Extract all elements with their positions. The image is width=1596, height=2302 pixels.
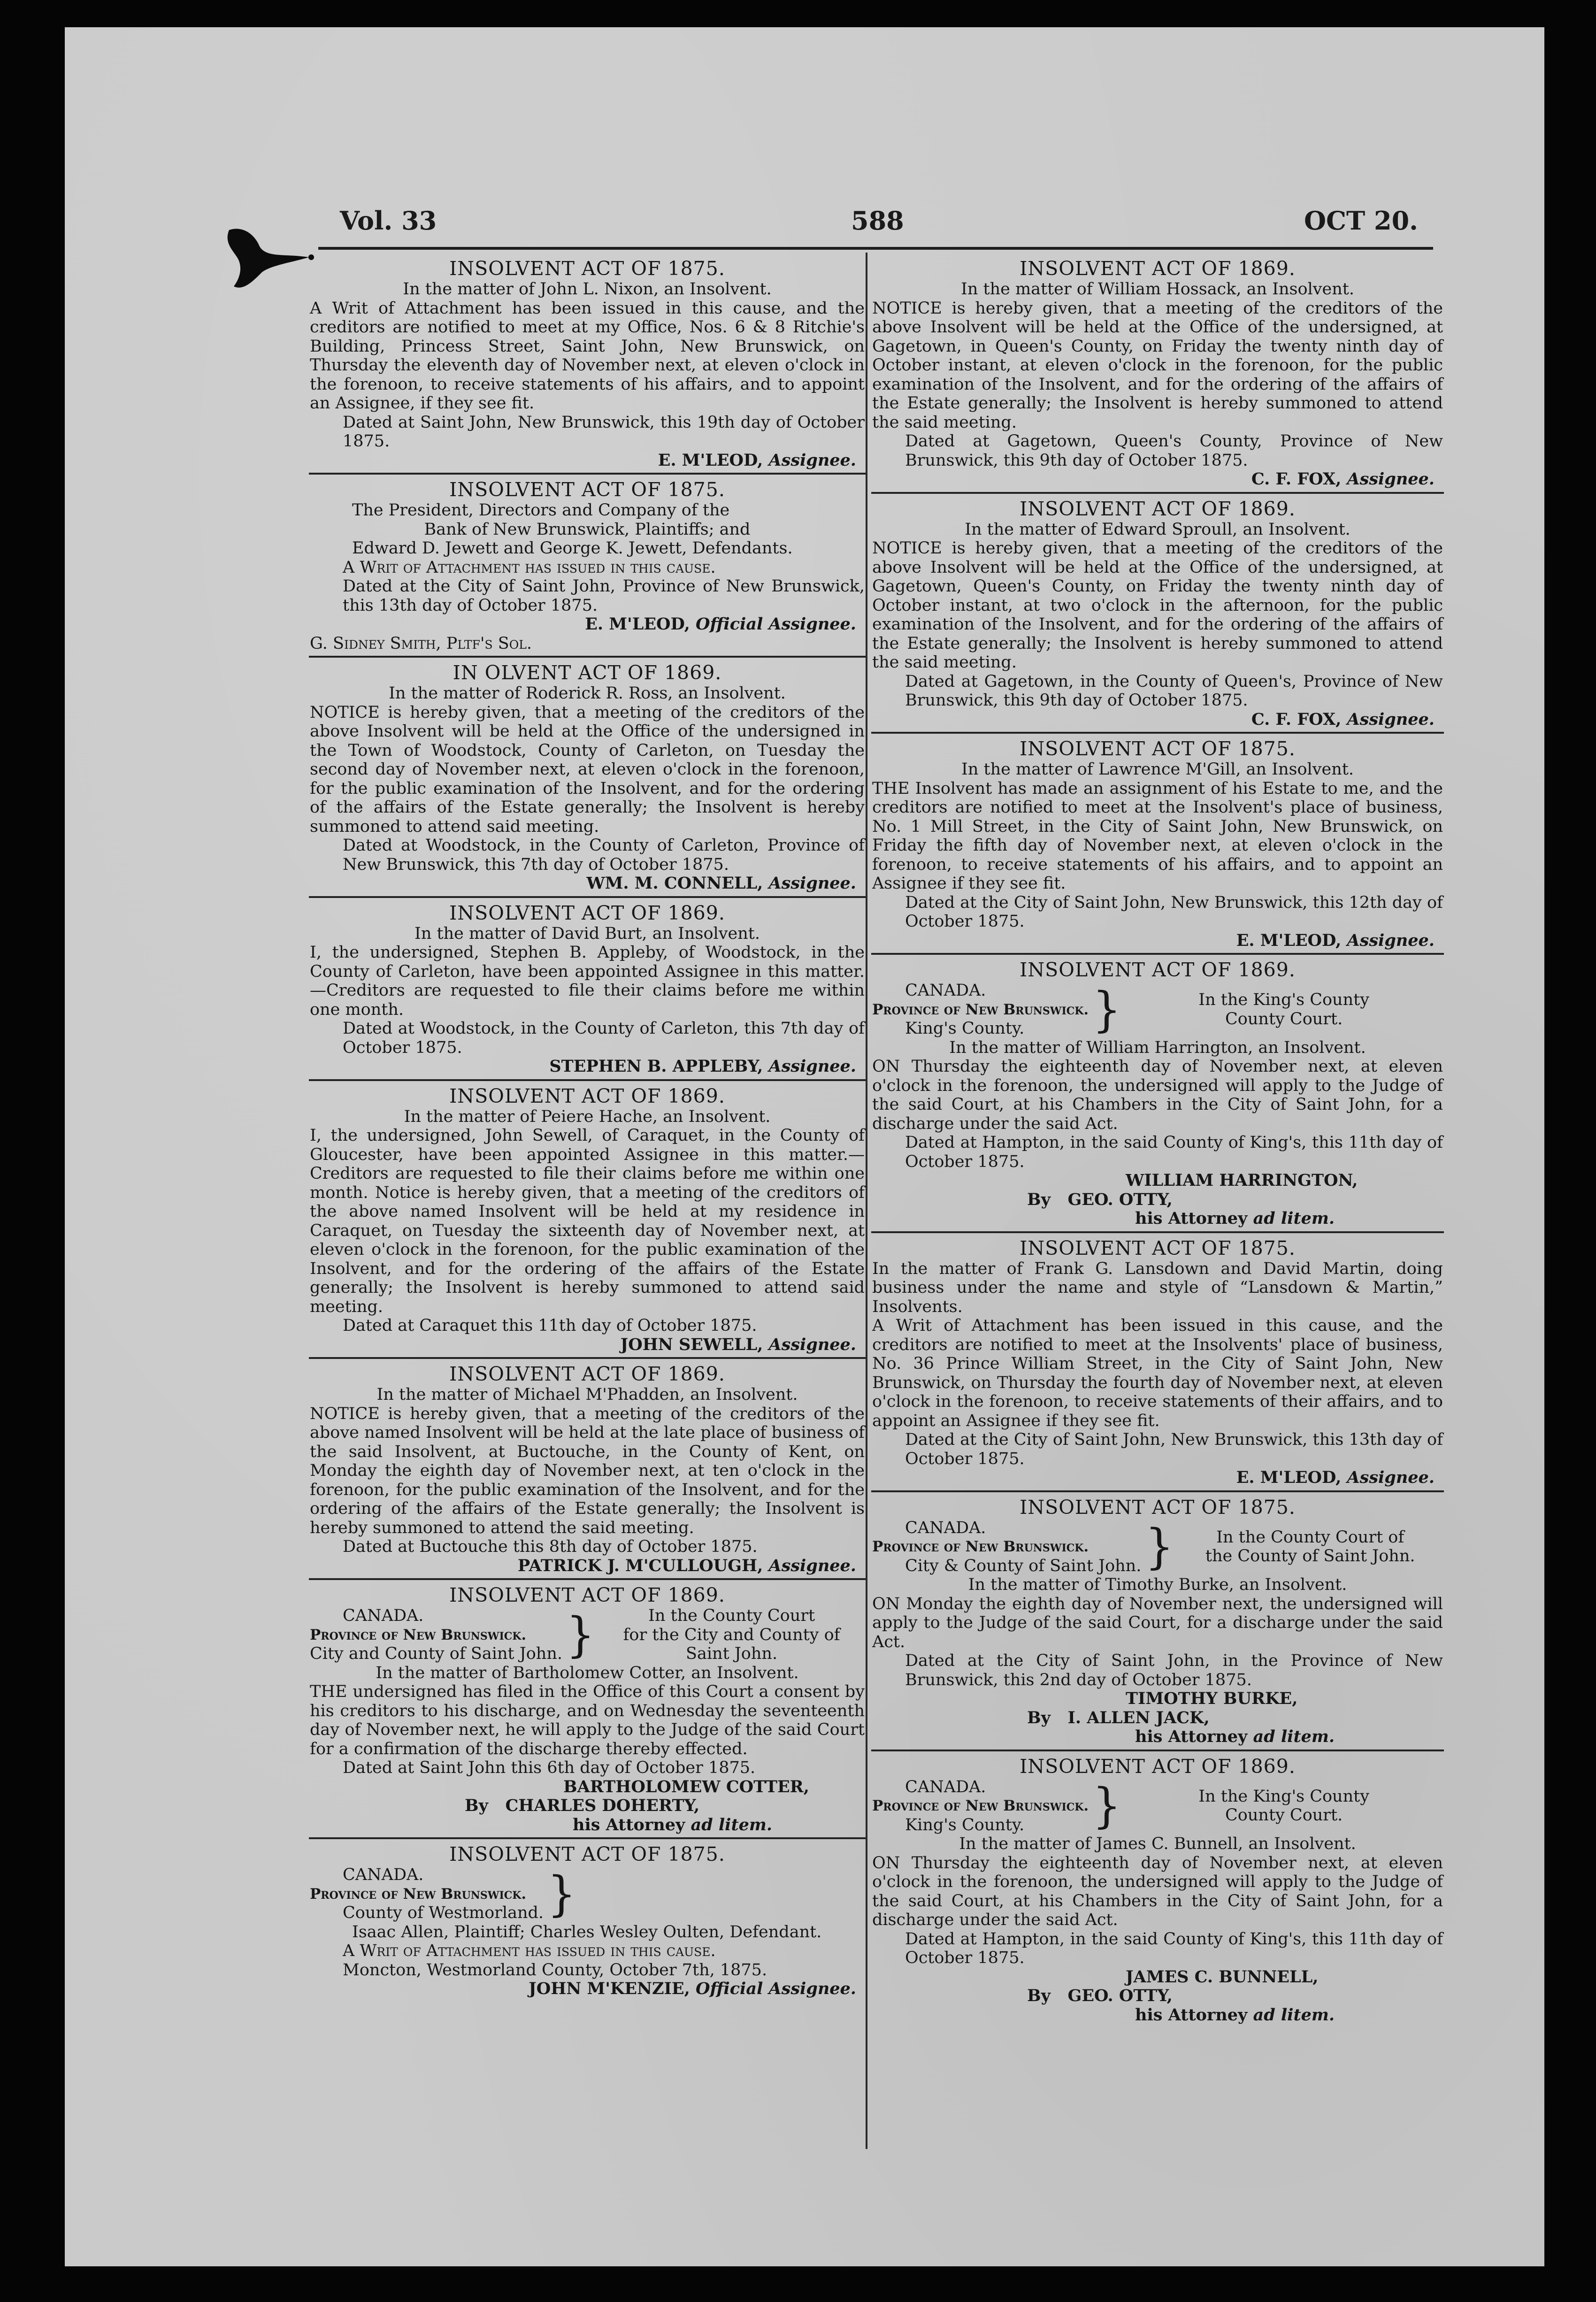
signature [310, 1057, 865, 1076]
parties-line: Isaac Allen, Plaintiff; Charles Wesley Oulten, Defendant. [352, 1922, 822, 1941]
court-caption [310, 1865, 865, 1923]
notice-dated: Dated at Saint John, New Brunswick, this 19th day of October 1875. [343, 413, 865, 451]
notice-mphadden [309, 1357, 866, 1578]
court-name [1125, 1787, 1443, 1825]
notice-body: A Writ of Attachment has been issued in this cause, and the creditors are notified to meet at my Office, Nos. 6 & 8 Ritchie's Building, Princess Street, Saint John, New Brunswick, on Thursday the eleventh day of November next, at eleven o'clock in the forenoon, to receive statements of his affairs, and to appoint an Assignee, if they see fit. [310, 299, 865, 413]
notice-bunnell [871, 1750, 1444, 2028]
signature-name: WILLIAM HARRINGTON, [1126, 1171, 1358, 1190]
brace-icon: } [1092, 982, 1121, 1037]
notice-dated: Dated at Woodstock, in the County of Carleton, this 7th day of October 1875. [343, 1019, 865, 1057]
court-line: In the County Court [648, 1606, 815, 1625]
attorney-name: GEO. OTTY, [1067, 1189, 1173, 1209]
signature-role: Assignee. [1347, 930, 1435, 950]
notice-hache [309, 1079, 866, 1358]
solicitor-line: G. Sidney Smith, Pltf's Sol. [310, 634, 532, 653]
signature-role: Assignee. [768, 874, 856, 893]
notice-body: I, the undersigned, Stephen B. Appleby, of Woodstock, in the County of Carleton, have been appointed Assignee in this matter.—Creditors are requested to file their claims before me within one month. [310, 943, 865, 1019]
parties-line: Bank of New Brunswick, Plaintiffs; and [424, 520, 751, 539]
attorney-role-italic: ad litem. [1253, 1727, 1335, 1746]
notice-burke [871, 1490, 1444, 1750]
signature [310, 1335, 865, 1355]
court-name [1177, 1528, 1443, 1566]
volume-label: Vol. 33 [340, 206, 437, 236]
notice-title: INSOLVENT ACT OF 1875. [1020, 737, 1296, 760]
signature [310, 615, 865, 634]
notice-title: INSOLVENT ACT OF 1869. [1020, 257, 1296, 280]
county-label: City & County of Saint John. [905, 1556, 1142, 1575]
by-label: By [1027, 1986, 1051, 2005]
notice-caption: In the matter of John L. Nixon, an Insolvent. [403, 280, 772, 299]
canada-label: CANADA. [905, 981, 986, 1000]
notice-title: INSOLVENT ACT OF 1869. [1020, 497, 1296, 520]
notice-body: THE undersigned has filed in the Office of this Court a consent by his creditors to his discharge, and on Wednesday the seventeenth day of November next, he will apply to the Judge of the said Court for a confirmation of the discharge thereby effected. [310, 1682, 865, 1758]
attorney-name: I. ALLEN JACK, [1067, 1708, 1210, 1727]
signature-name: C. F. FOX, [1251, 709, 1342, 729]
column-divider [866, 253, 867, 2149]
brace-icon: } [566, 1607, 595, 1663]
notice-body: ON Thursday the eighteenth day of November next, at eleven o'clock in the forenoon, the undersigned will apply to the Judge of the said Court, at his Chambers in the City of Saint John, for a discharge under the said Act. [872, 1057, 1443, 1133]
signature-name: E. M'LEOD, [1236, 1468, 1342, 1487]
attorney-role-text: his Attorney [1135, 2005, 1248, 2025]
signature-name: E. M'LEOD, [658, 450, 763, 470]
notice-body: I, the undersigned, John Sewell, of Caraquet, in the County of Gloucester, have been appointed Assignee in this matter.—Creditors are requested to file their claims before me within one month. Notice is hereby given, that a meeting of the creditors of the above named Insolvent will be held at my residence in Caraquet, on Tuesday the sixteenth day of November next, at eleven o'clock in the forenoon, for the public examination of the Insolvent, and for the ordering of the affairs of the Estate generally; the Insolvent is hereby summoned to attend said meeting. [310, 1126, 865, 1316]
notice-caption: In the matter of David Burt, an Insolvent. [414, 924, 760, 943]
court-name [1125, 990, 1443, 1028]
notice-dated: Dated at the City of Saint John, New Brunswick, this 13th day of October 1875. [905, 1430, 1443, 1468]
signature-name: JAMES C. BUNNELL, [1126, 1967, 1319, 1987]
attorney-line [872, 1987, 1443, 2006]
writ-line: A Writ of Attachment has issued in this cause. [343, 1941, 716, 1960]
signature-name: WM. M. CONNELL, [586, 874, 763, 893]
attorney-role-text: his Attorney [1135, 1209, 1248, 1228]
court-line: County Court. [1225, 1009, 1343, 1028]
county-label: King's County. [905, 1815, 1025, 1834]
province-label: Province of New Brunswick. [872, 1797, 1089, 1814]
court-line: In the King's County [1198, 1787, 1369, 1806]
court-line: Saint John. [686, 1644, 778, 1663]
attorney-role-italic: ad litem. [1253, 2005, 1335, 2025]
notice-caption: In the matter of Peiere Hache, an Insolvent. [404, 1107, 771, 1126]
notice-dated: Moncton, Westmorland County, October 7th, 1875. [343, 1960, 767, 1980]
right-column [871, 256, 1444, 2027]
by-label: By [1027, 1189, 1051, 1209]
province-label: Province of New Brunswick. [310, 1885, 527, 1903]
notice-dated: Dated at the City of Saint John, in the Province of New Brunswick, this 2nd day of October 1875. [905, 1651, 1443, 1689]
notice-body: A Writ of Attachment has been issued in this cause, and the creditors are notified to meet at the Insolvents' place of business, No. 36 Prince William Street, in the City of Saint John, New Brunswick, on Thursday the fourth day of November next, at eleven o'clock in the forenoon, to receive statements of their affairs, and to appoint an Assignee if they see fit. [872, 1316, 1443, 1430]
signature [872, 470, 1443, 489]
notice-caption: In the matter of James C. Bunnell, an Insolvent. [959, 1834, 1356, 1853]
canada-label: CANADA. [343, 1865, 424, 1884]
parties-line: The President, Directors and Company of the [352, 501, 730, 520]
notice-caption: In the matter of Lawrence M'Gill, an Insolvent. [961, 760, 1354, 779]
notice-title: INSOLVENT ACT OF 1875. [449, 478, 725, 501]
notice-title: INSOLVENT ACT OF 1875. [449, 1843, 725, 1865]
notice-burt [309, 896, 866, 1079]
brace-icon: } [547, 1866, 576, 1922]
by-label: By [1027, 1708, 1051, 1727]
notice-hossack [871, 256, 1444, 492]
issue-date: OCT 20. [1304, 206, 1418, 236]
notice-dated: Dated at Gagetown, in the County of Queen's, Province of New Brunswick, this 9th day of October 1875. [905, 672, 1443, 710]
canada-label: CANADA. [905, 1518, 986, 1537]
jurisdiction [872, 981, 1089, 1038]
signature-name: E. M'LEOD, [585, 614, 690, 634]
notice-title: INSOLVENT ACT OF 1869. [449, 1084, 725, 1107]
attorney-role [872, 1209, 1443, 1228]
notice-caption: In the matter of Frank G. Lansdown and David Martin, doing business under the name and style of “Lansdown & Martin,” Insolvents. [872, 1259, 1443, 1316]
attorney-role [872, 2006, 1443, 2025]
notice-dated: Dated at Hampton, in the said County of King's, this 11th day of October 1875. [905, 1133, 1443, 1171]
signature-role: Assignee. [768, 1335, 856, 1354]
notice-caption: In the matter of William Harrington, an Insolvent. [949, 1038, 1366, 1057]
notice-sproull [871, 492, 1444, 732]
jurisdiction [872, 1519, 1141, 1576]
court-caption [872, 981, 1443, 1038]
court-line: the County of Saint John. [1205, 1547, 1415, 1566]
notice-dated: Dated at the City of Saint John, New Brunswick, this 12th day of October 1875. [905, 893, 1443, 931]
brace-icon: } [1145, 1519, 1174, 1575]
notice-dated: Dated at Gagetown, Queen's County, Province of New Brunswick, this 9th day of October 1875. [905, 432, 1443, 470]
county-label: City and County of Saint John. [310, 1644, 563, 1663]
province-label: Province of New Brunswick. [310, 1626, 527, 1643]
province-label: Province of New Brunswick. [872, 1001, 1089, 1018]
notice-ross [309, 656, 866, 896]
notice-title: INSOLVENT ACT OF 1869. [1020, 1755, 1296, 1778]
province-label: Province of New Brunswick. [872, 1538, 1089, 1555]
signature-role: Assignee. [768, 450, 856, 470]
court-line: In the King's County [1198, 990, 1369, 1010]
gazette-page [65, 27, 1544, 2266]
notice-body: NOTICE is hereby given, that a meeting of the creditors of the above Insolvent will be held at the Office of the undersigned, at Gagetown, Queen's County, on Friday the twenty ninth day of October instant, at two o'clock in the afternoon, for the public examination of the Insolvent, and for the ordering of the affairs of the Estate generally; the Insolvent is hereby summoned to attend the said meeting. [872, 539, 1443, 672]
signature [872, 1468, 1443, 1488]
notice-cotter [309, 1578, 866, 1837]
signature-name: TIMOTHY BURKE, [1126, 1689, 1298, 1708]
notice-body: NOTICE is hereby given, that a meeting of the creditors of the above named Insolvent will be held at the late place of business of the said Insolvent, at Buctouche, in the County of Kent, on Monday the eighth day of November next, at ten o'clock in the forenoon, for the public examination of the Insolvent, and for the ordering of the affairs of the Estate generally; the Insolvent is hereby summoned to attend the said meeting. [310, 1404, 865, 1537]
signature-name: BARTHOLOMEW COTTER, [563, 1777, 809, 1796]
notice-title: INSOLVENT ACT OF 1869. [449, 1363, 725, 1385]
signature-name: C. F. FOX, [1251, 469, 1342, 489]
signature-role: Assignee. [768, 1556, 856, 1575]
notice-body: NOTICE is hereby given, that a meeting of the creditors of the above Insolvent will be held at the Office of the undersigned, at Gagetown, in Queen's County, on Friday the twenty ninth day of October instant, at eleven o'clock in the forenoon, for the public examination of the Insolvent, and for the ordering of the affairs of the Estate generally; the Insolvent is hereby summoned to attend the said meeting. [872, 299, 1443, 432]
notice-title: INSOLVENT ACT OF 1869. [449, 1584, 725, 1606]
signature-name: PATRICK J. M'CULLOUGH, [517, 1556, 763, 1575]
notice-title: IN OLVENT ACT OF 1869. [453, 661, 722, 684]
attorney-role [872, 1727, 1443, 1747]
court-line: In the County Court of [1216, 1527, 1404, 1547]
attorney-line [872, 1190, 1443, 1210]
notice-caption: In the matter of William Hossack, an Insolvent. [961, 280, 1354, 299]
notice-body: THE Insolvent has made an assignment of his Estate to me, and the creditors are notified to meet at the Insolvent's place of business, No. 1 Mill Street, in the City of Saint John, New Brunswick, on Friday the fifth day of November next, at eleven o'clock in the forenoon, to receive statements of his affairs, and to appoint an Assignee if they see fit. [872, 779, 1443, 893]
brace-icon: } [1092, 1778, 1121, 1834]
court-line: for the City and County of [623, 1625, 840, 1644]
ink-blot-icon [215, 221, 323, 296]
notice-title: INSOLVENT ACT OF 1869. [1020, 959, 1296, 981]
notice-dated: Dated at Woodstock, in the County of Carleton, Province of New Brunswick, this 7th day of October 1875. [343, 836, 865, 874]
canada-label: CANADA. [905, 1777, 986, 1796]
attorney-role-text: his Attorney [1135, 1727, 1248, 1746]
signature-name: JOHN SEWELL, [620, 1335, 763, 1354]
notice-dated: Dated at Hampton, in the said County of King's, this 11th day of October 1875. [905, 1929, 1443, 1967]
court-line: County Court. [1225, 1806, 1343, 1825]
notice-caption: In the matter of Edward Sproull, an Insolvent. [965, 520, 1350, 539]
notice-title: INSOLVENT ACT OF 1875. [1020, 1236, 1296, 1259]
notice-dated: Dated at Caraquet this 11th day of October 1875. [343, 1316, 757, 1335]
signature-role: Assignee. [1347, 709, 1435, 729]
attorney-role-italic: ad litem. [1253, 1209, 1335, 1228]
jurisdiction [310, 1865, 544, 1923]
attorney-name: CHARLES DOHERTY, [505, 1796, 700, 1815]
jurisdiction [872, 1778, 1089, 1835]
notice-oulten [309, 1837, 866, 2002]
signature-name: JOHN M'KENZIE, [529, 1979, 690, 1998]
left-column [309, 256, 866, 2002]
signature-role: Assignee. [768, 1057, 856, 1076]
notice-title: INSOLVENT ACT OF 1869. [449, 901, 725, 924]
attorney-role-italic: ad litem. [691, 1815, 773, 1834]
notice-dated: Dated at Buctouche this 8th day of October 1875. [343, 1537, 758, 1556]
court-caption [872, 1519, 1443, 1576]
attorney-role [310, 1816, 865, 1835]
signature-role: Official Assignee. [695, 614, 856, 634]
notice-caption: In the matter of Bartholomew Cotter, an Insolvent. [376, 1663, 799, 1682]
header-rule [318, 247, 1433, 250]
court-name [598, 1606, 865, 1664]
notice-nixon [309, 256, 866, 473]
notice-body: ON Monday the eighth day of November next, the undersigned will apply to the Judge of the said Court, for a discharge under the said Act. [872, 1594, 1443, 1651]
signature [310, 1557, 865, 1576]
page-number: 588 [851, 206, 904, 236]
signature-role: Assignee. [1347, 1468, 1435, 1487]
notice-harrington [871, 953, 1444, 1231]
signature-name: E. M'LEOD, [1236, 930, 1342, 950]
county-label: King's County. [905, 1019, 1025, 1038]
jurisdiction [310, 1606, 562, 1664]
notice-mgill [871, 732, 1444, 953]
signature [872, 931, 1443, 951]
notice-title: INSOLVENT ACT OF 1875. [1020, 1496, 1296, 1519]
notice-dated: Dated at the City of Saint John, Province of New Brunswick, this 13th day of October 1875. [343, 577, 865, 615]
by-label: By [465, 1796, 488, 1815]
writ-line: A Writ of Attachment has issued in this cause. [343, 558, 716, 577]
signature-role: Official Assignee. [695, 1979, 856, 1998]
signature-role: Assignee. [1347, 469, 1435, 489]
canada-label: CANADA. [343, 1606, 424, 1625]
court-caption [872, 1778, 1443, 1835]
notice-lansdown [871, 1231, 1444, 1490]
signature [310, 1980, 865, 1999]
signature [310, 451, 865, 470]
attorney-role-text: his Attorney [573, 1815, 685, 1834]
notice-dated: Dated at Saint John this 6th day of October 1875. [343, 1758, 756, 1777]
signature [310, 874, 865, 893]
signature-name: STEPHEN B. APPLEBY, [549, 1057, 763, 1076]
notice-caption: In the matter of Timothy Burke, an Insolvent. [968, 1575, 1347, 1594]
court-caption [310, 1606, 865, 1664]
signature [872, 710, 1443, 729]
notice-body: NOTICE is hereby given, that a meeting of the creditors of the above Insolvent will be held at the Office of the undersigned in the Town of Woodstock, County of Carleton, on Tuesday the second day of November next, at eleven o'clock in the forenoon, for the public examination of the Insolvent, and for the ordering of the affairs of the Estate generally; the Insolvent is hereby summoned to attend said meeting. [310, 703, 865, 836]
attorney-line [872, 1709, 1443, 1728]
notice-body: ON Thursday the eighteenth day of November next, at eleven o'clock in the forenoon, the undersigned will apply to the Judge of the said Court, at his Chambers in the City of Saint John, for a discharge under the said Act. [872, 1853, 1443, 1929]
notice-caption: In the matter of Michael M'Phadden, an Insolvent. [376, 1385, 798, 1404]
county-label: County of Westmorland. [343, 1903, 544, 1922]
notice-jewett [309, 473, 866, 656]
parties-line: Edward D. Jewett and George K. Jewett, Defendants. [352, 539, 793, 558]
attorney-name: GEO. OTTY, [1067, 1986, 1173, 2005]
attorney-line [310, 1796, 865, 1816]
notice-title: INSOLVENT ACT OF 1875. [449, 257, 725, 280]
notice-caption: In the matter of Roderick R. Ross, an Insolvent. [389, 684, 786, 703]
